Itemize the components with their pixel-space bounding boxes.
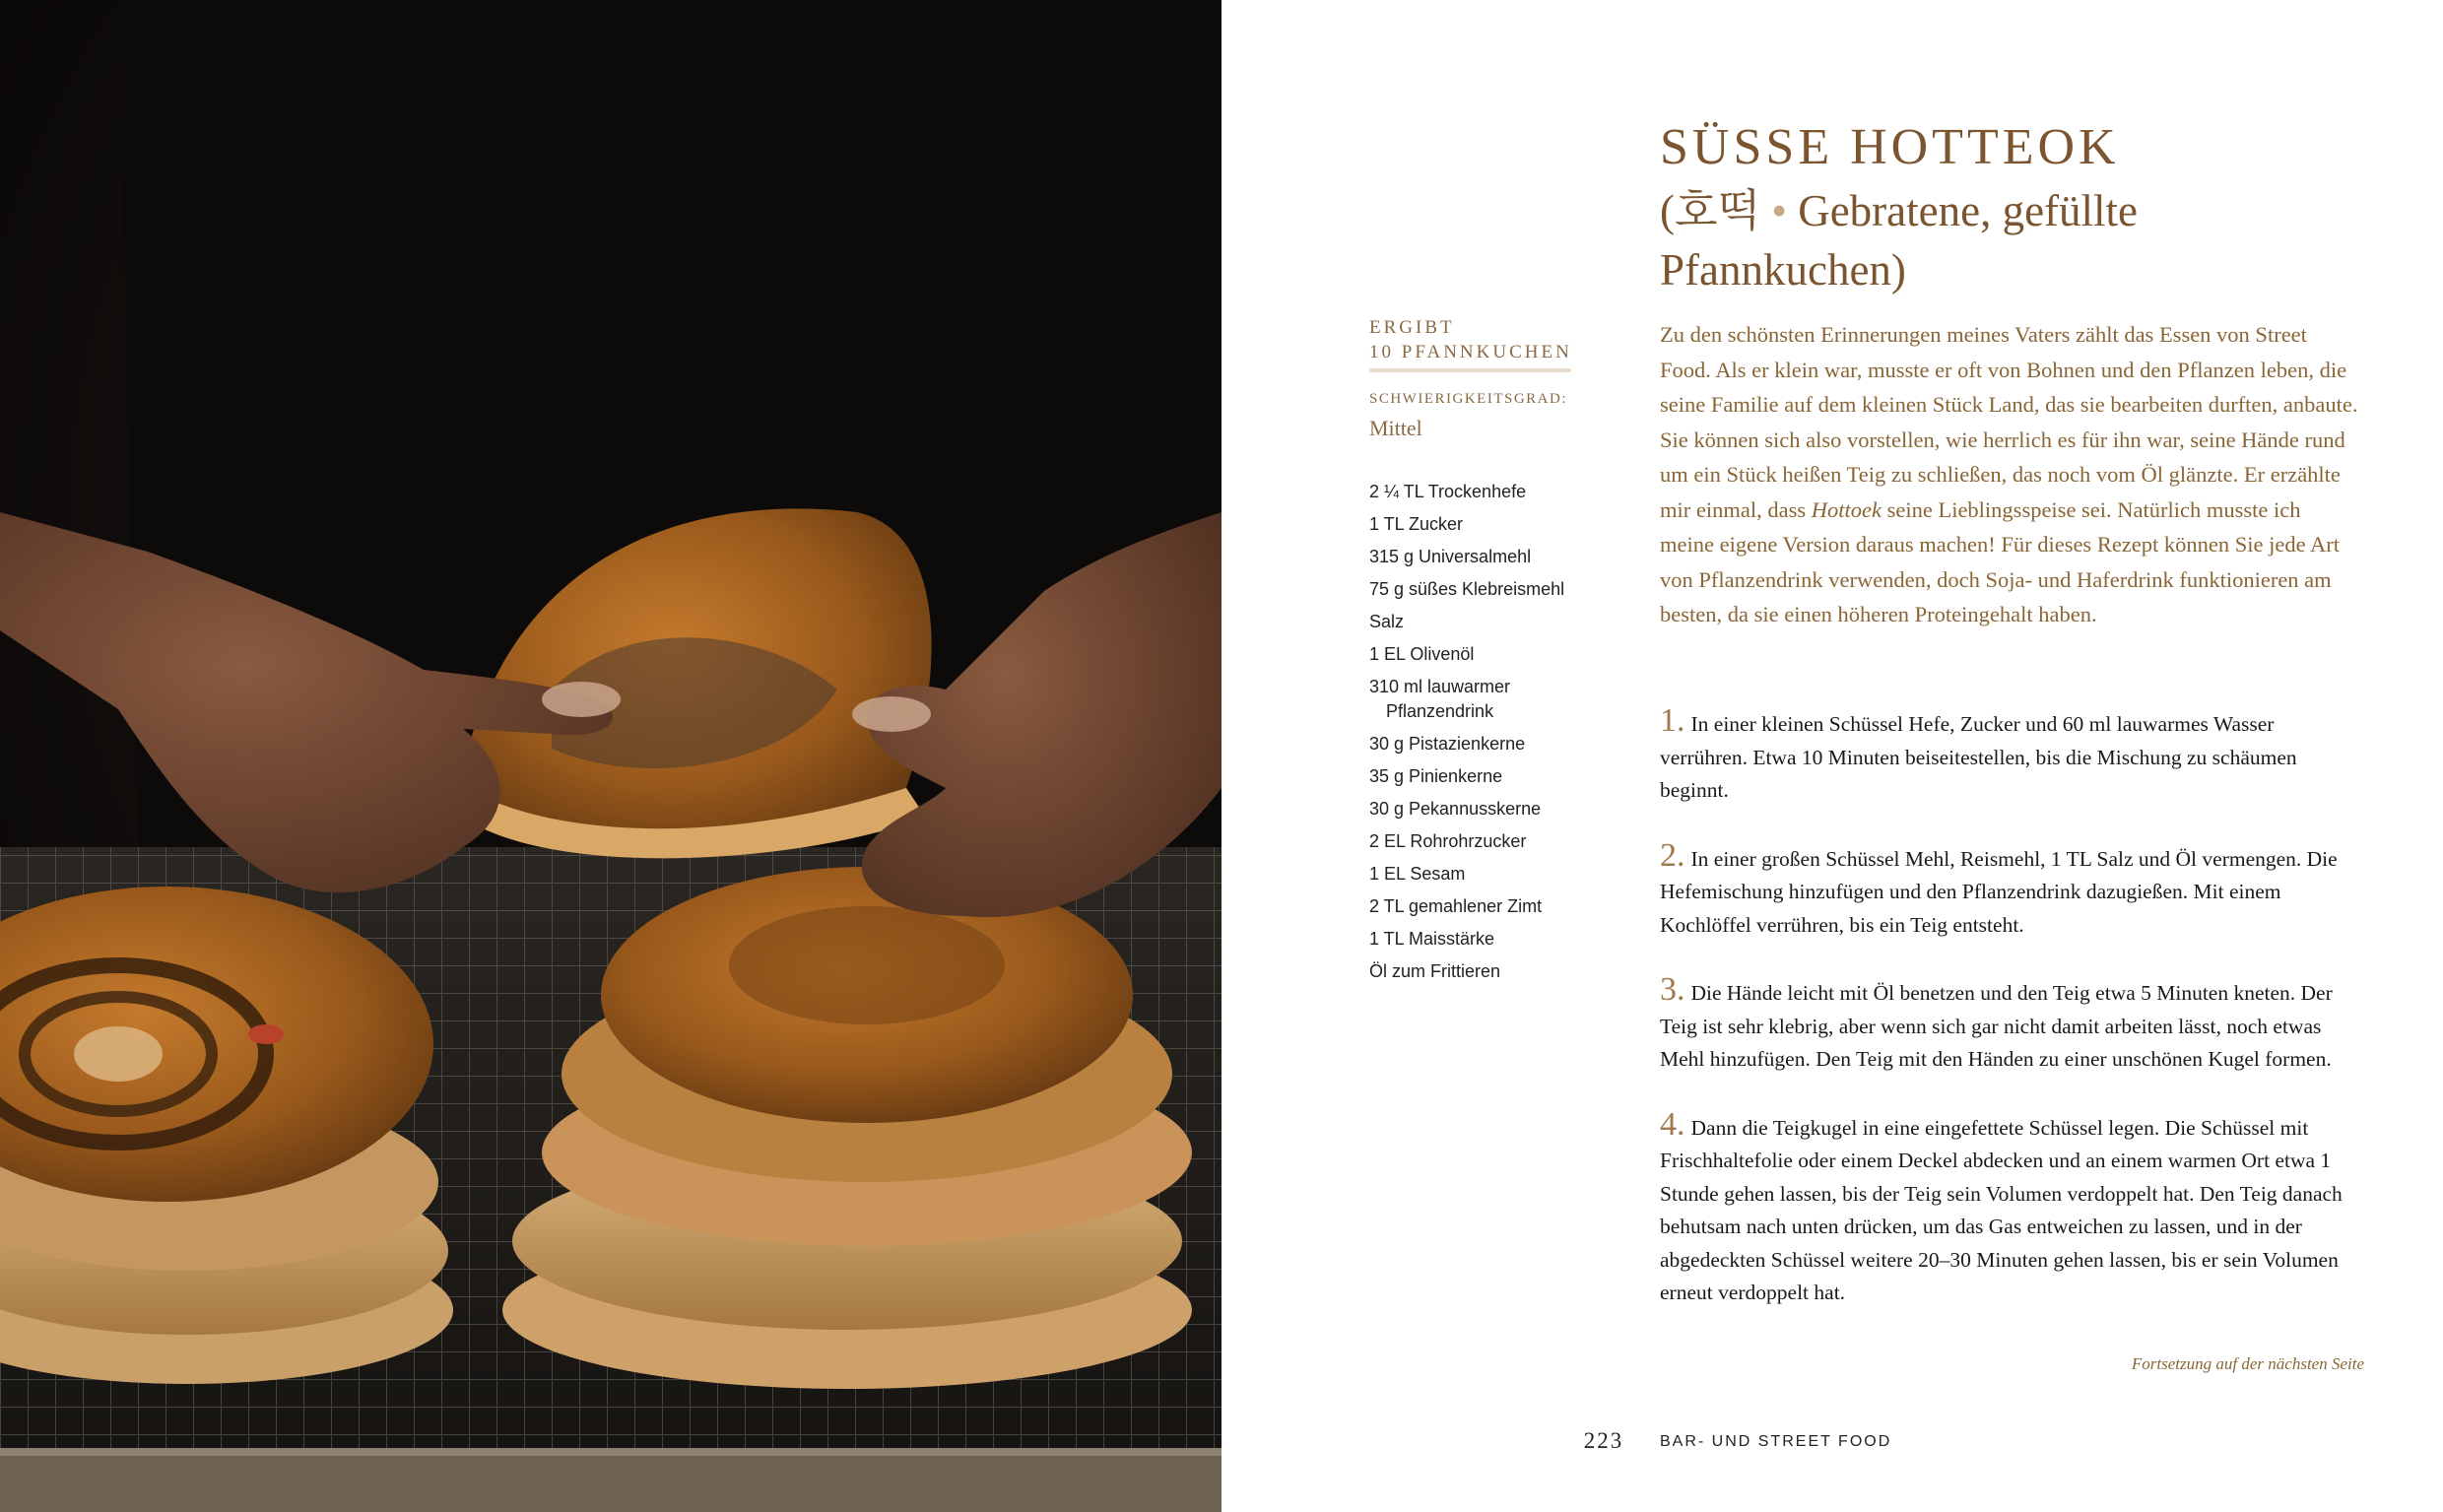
- method-steps: [1660, 704, 2364, 1342]
- ingredient-item: 75 g süßes Klebreismehl: [1369, 579, 1565, 599]
- recipe-title: SÜSSE HOTTEOK: [1660, 119, 2120, 175]
- ingredient-item: 315 g Universalmehl: [1369, 547, 1532, 566]
- section-title: BAR- UND STREET FOOD: [1660, 1433, 1892, 1450]
- ingredient-item: 30 g Pekannusskerne: [1369, 799, 1542, 819]
- ingredient-item: 2 ¼ TL Trockenhefe: [1369, 482, 1527, 501]
- ingredient-item: [1369, 675, 1596, 724]
- yield-divider: [1369, 368, 1571, 372]
- ingredient-item-continuation: Pflanzendrink: [1386, 701, 1494, 721]
- ingredient-item: 1 EL Olivenöl: [1369, 644, 1475, 664]
- recipe-subtitle: [1660, 181, 2349, 299]
- step-2: [1660, 836, 2364, 943]
- subtitle-german: Gebratene, gefüllte Pfannkuchen): [1660, 186, 2139, 295]
- step-1: [1660, 704, 2364, 808]
- step-3: [1660, 973, 2364, 1077]
- step-text: In einer großen Schüssel Mehl, Reismehl, 1 TL Salz und Öl vermengen. Die Hefemischung hinzufügen und den Pflanzendrink dazugießen. Mit einem Kochlöffel verrühren, bis ein Teig entsteht.: [1660, 846, 2338, 937]
- recipe-title-block: [1660, 116, 2349, 299]
- subtitle-separator: •: [1771, 186, 1787, 235]
- step-number: 2.: [1660, 836, 1685, 874]
- step-text: In einer kleinen Schüssel Hefe, Zucker und 60 ml lauwarmes Wasser verrühren. Etwa 10 Minuten beiseitestellen, bis die Mischung zu schäumen beginnt.: [1660, 712, 2297, 802]
- ingredient-item: 35 g Pinienkerne: [1369, 766, 1503, 786]
- yield-line-2: 10 PFANNKUCHEN: [1369, 342, 1572, 362]
- ingredient-item: Öl zum Frittieren: [1369, 961, 1501, 981]
- intro-italic-term: Hottoek: [1811, 496, 1882, 522]
- continuation-note: Fortsetzung auf der nächsten Seite: [2131, 1354, 2364, 1373]
- ingredient-item-line: 310 ml lauwarmer: [1369, 677, 1511, 696]
- ingredient-item: 2 EL Rohrohrzucker: [1369, 831, 1527, 851]
- difficulty-label: SCHWIERIGKEITSGRAD:: [1369, 391, 1567, 407]
- ingredient-item: 1 TL Maisstärke: [1369, 929, 1495, 949]
- intro-text-2: seine Lieblingsspeise sei. Natürlich musste ich meine eigene Version daraus machen! Für dieses Rezept können Sie jede Art von Pflanzendrink verwenden, doch Soja- und Haferdrink funktionieren am besten, da sie einen höheren Proteingehalt haben.: [1660, 496, 2340, 626]
- step-text: Dann die Teigkugel in eine eingefettete Schüssel legen. Die Schüssel mit Frischhaltefolie oder einem Deckel abdecken und an einem warmen Ort etwa 1 Stunde gehen lassen, bis der Teig sein Volumen verdoppelt hat. Den Teig danach behutsam nach unten drücken, um das Gas entweichen zu lassen, und in der abgedeckten Schüssel weitere 20–30 Minuten gehen lassen, bis er sein Volumen erneut verdoppelt hat.: [1660, 1115, 2343, 1304]
- recipe-page: [1222, 0, 2443, 1512]
- ingredient-item: 30 g Pistazienkerne: [1369, 734, 1526, 754]
- yield-info: [1369, 315, 1576, 364]
- step-number: 1.: [1660, 702, 1685, 739]
- ingredient-item: 1 TL Zucker: [1369, 514, 1464, 534]
- page-number: 223: [1583, 1428, 1624, 1453]
- ingredient-item: 1 EL Sesam: [1369, 864, 1466, 884]
- subtitle-korean: (호떡: [1660, 186, 1760, 235]
- ingredient-list: [1369, 480, 1596, 992]
- ingredient-item: 2 TL gemahlener Zimt: [1369, 896, 1543, 916]
- step-number: 3.: [1660, 971, 1685, 1008]
- ingredient-item: Salz: [1369, 612, 1405, 631]
- step-4: [1660, 1105, 2364, 1310]
- intro-text-1: Zu den schönsten Erinnerungen meines Vaters zählt das Essen von Street Food. Als er klein war, musste er oft von Bohnen und den Pflanzen leben, die seine Familie auf dem kleinen Stück Land, das sie bearbeiten durften, anbaute. Sie können sich also vorstellen, wie herrlich es für ihn war, seine Hände rund um ein Stück heißen Teig zu schließen, das noch vom Öl glänzte. Er erzählte mir einmal, dass: [1660, 322, 2358, 522]
- yield-line-1: ERGIBT: [1369, 317, 1455, 338]
- intro-paragraph: [1660, 317, 2359, 632]
- difficulty-value: Mittel: [1369, 416, 1422, 440]
- step-number: 4.: [1660, 1105, 1685, 1143]
- step-text: Die Hände leicht mit Öl benetzen und den Teig etwa 5 Minuten kneten. Der Teig ist sehr klebrig, aber wenn sich gar nicht damit arbeiten lässt, noch etwas Mehl hinzufügen. Den Teig mit den Händen zu einer unschönen Kugel formen.: [1660, 981, 2333, 1071]
